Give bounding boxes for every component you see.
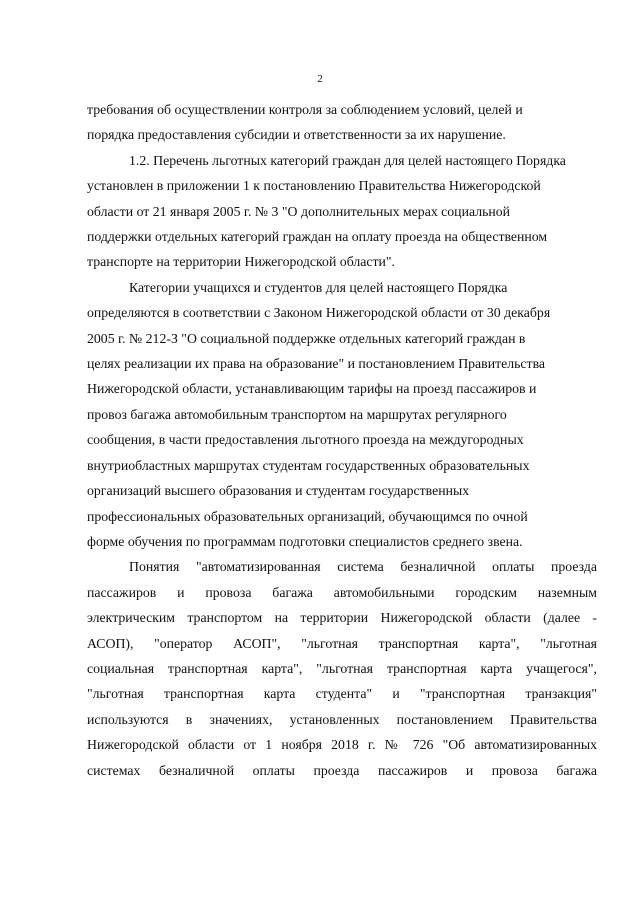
- paragraph-1: требования об осуществлении контроля за соблюдением условий, целей и порядка предоставления субсидии и ответственности за их нарушение.: [87, 102, 523, 143]
- paragraph-2: 1.2. Перечень льготных категорий граждан для целей настоящего Порядка установлен в приложении 1 к постановлению Правительства Нижегородской области от 21 января 2005 г. № 3 "О дополнительных мерах социальной поддержки отдельных категорий граждан на оплату проезда на общественном транспорте на территории Нижегородской области".: [87, 152, 566, 270]
- paragraph-4: Понятия "автоматизированная система безналичной оплаты проезда пассажиров и провоза багажа автомобильными городским наземным электрическим транспортом на территории Нижегородской области (далее - АСОП), "оператор АСОП", "льготная транспортная карта", "льготная социальная транспортная карта", "льготная транспортная карта учащегося", "льготная транспортная карта студента" и "транспортная транзакция" используются в значениях, установленных постановлением Правительства Нижегородской области от 1 ноября 2018 г. № 726 "Об автоматизированных системах безналичной оплаты проезда пассажиров и провоза багажа: [87, 559, 597, 778]
- paragraph-3: Категории учащихся и студентов для целей настоящего Порядка определяются в соответствии с Законом Нижегородской области от 30 декабря 2005 г. № 212-З "О социальной поддержке отдельных категорий граждан в целях реализации их права на образование" и постановлением Правительства Нижегородской области, устанавливающим тарифы на проезд пассажиров и провоз багажа автомобильным транспортом на маршрутах регулярного сообщения, в части предоставления льготного проезда на междугородных внутриобластных маршрутах студентам государственных образовательных организаций высшего образования и студентам государственных профессиональных образовательных организаций, обучающимся по очной форме обучения по программам подготовки специалистов среднего звена.: [87, 279, 551, 549]
- page-number: 2: [317, 73, 323, 85]
- document-body: [87, 97, 597, 783]
